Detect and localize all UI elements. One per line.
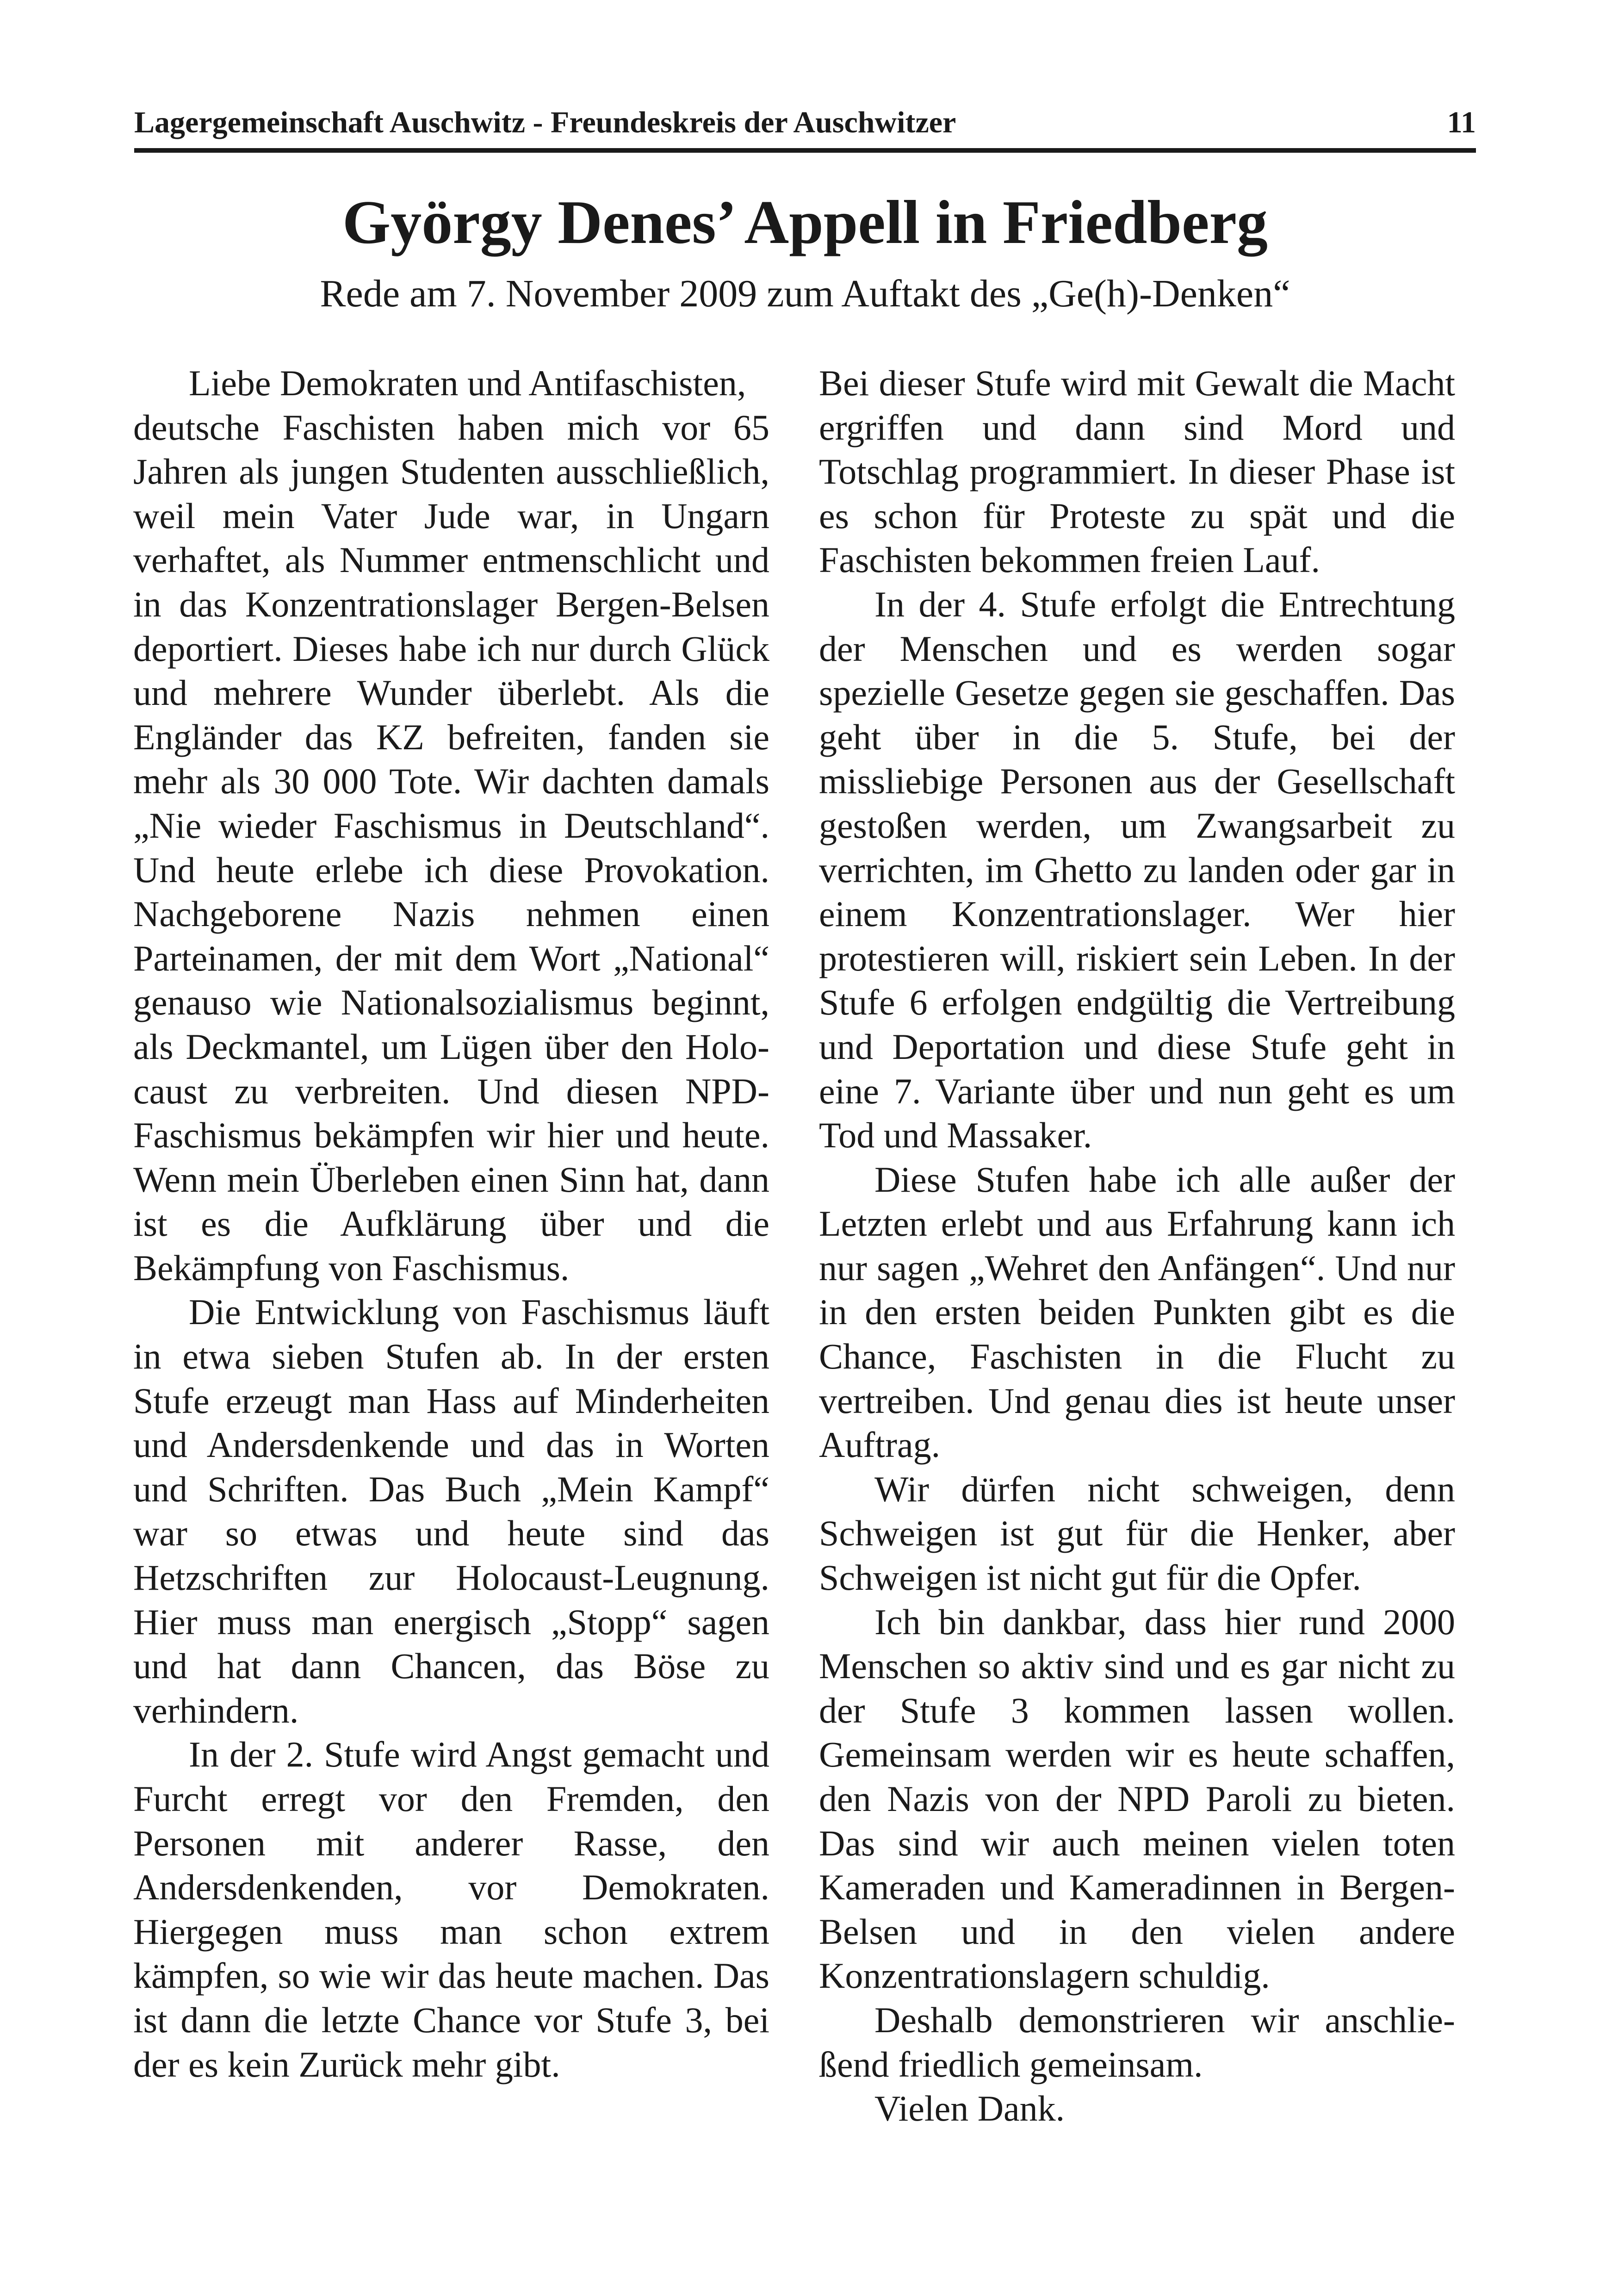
paragraph: Diese Stufen habe ich alle außer der Letzten erlebt und aus Erfahrung kann ich nur sagen „Wehret den Anfängen“. Und nur in den ersten beiden Punkten gibt es die Chance, Faschisten in die Flucht zu vertreiben. Und genau dies ist heute unser Auftrag. xyxy=(819,1159,1455,1465)
paragraph: deutsche Faschisten haben mich vor 65 Jahren als jungen Studenten ausschließlich, weil mein Vater Jude war, in Ungarn verhaftet, als Nummer entmenschlicht und in das Konzentrationslager Bergen-Belsen deportiert. Dieses habe ich nur durch Glück und mehrere Wunder überlebt. Als die Engländer das KZ befreiten, fanden sie mehr als 30 000 Tote. Wir dachten damals „Nie wieder Faschismus in Deutschland“. Und heute erlebe ich diese Provokation. Nachgeborene Nazis nehmen einen Parteinamen, der mit dem Wort „National“ genauso wie Nationalsozialismus beginnt, als Deckmantel, um Lügen über den Holocaust zu verbreiten. Und diesen NPD-Faschismus bekämpfen wir hier und heute. Wenn mein Überleben einen Sinn hat, dann ist es die Aufklärung über und die Bekämpfung von Faschismus. xyxy=(133,407,769,1288)
running-header xyxy=(134,104,1476,141)
article-title: György Denes’ Appell in Friedberg xyxy=(342,188,1268,256)
paragraph: Die Entwicklung von Faschismus läuft in etwa sieben Stufen ab. In der ersten Stufe erzeugt man Hass auf Minderheiten und Andersdenkende und das in Worten und Schriften. Das Buch „Mein Kampf“ war so etwas und heute sind das Hetzschriften zur Holocaust-Leugnung. Hier muss man energisch „Stopp“ sagen und hat dann Chancen, das Böse zu verhindern. xyxy=(133,1292,769,1730)
right-column xyxy=(819,361,1455,2131)
header-rule xyxy=(134,148,1476,153)
paragraph: In der 2. Stufe wird Angst gemacht und Furcht erregt vor den Fremden, den Personen mit anderer Rasse, den Andersdenkenden, vor Demokraten. Hiergegen muss man schon extrem kämpfen, so wie wir das heute machen. Das ist dann die letzte Chance vor Stufe 3, bei der es kein Zurück mehr gibt. xyxy=(133,1734,769,2084)
page-number: 11 xyxy=(1447,106,1476,139)
article-subtitle: Rede am 7. November 2009 zum Auftakt des „Ge(h)-Denken“ xyxy=(320,272,1290,315)
paragraph: Wir dürfen nicht schweigen, denn Schweigen ist gut für die Henker, aber Schweigen ist nicht gut für die Opfer. xyxy=(819,1468,1455,1598)
paragraph: Deshalb demonstrieren wir anschließend friedlich gemeinsam. xyxy=(819,1999,1455,2084)
paragraph: Bei dieser Stufe wird mit Gewalt die Macht ergriffen und dann sind Mord und Totschlag programmiert. In dieser Phase ist es schon für Proteste zu spät und die Faschisten bekommen freien Lauf. xyxy=(819,363,1455,580)
paragraph: Liebe Demokraten und Antifaschisten, xyxy=(189,363,746,403)
paragraph: Vielen Dank. xyxy=(874,2088,1065,2129)
paragraph: In der 4. Stufe erfolgt die Entrechtung der Menschen und es werden sogar spezielle Gesetze gegen sie geschaffen. Das geht über in die 5. Stufe, bei der missliebige Personen aus der Gesellschaft gestoßen werden, um Zwangsarbeit zu verrichten, im Ghetto zu landen oder gar in einem Konzentrationslager. Wer hier protestieren will, riskiert sein Leben. In der Stufe 6 erfolgen endgültig die Vertreibung und Deportation und diese Stufe geht in eine 7. Variante über und nun geht es um Tod und Massaker. xyxy=(819,584,1455,1156)
paragraph: Ich bin dankbar, dass hier rund 2000 Menschen so aktiv sind und es gar nicht zu der Stufe 3 kommen lassen wollen. Gemeinsam werden wir es heute schaffen, den Nazis von der NPD Paroli zu bieten. Das sind wir auch meinen vielen toten Kameraden und Kameradinnen in Bergen-Belsen und in den vielen andere Konzentrationslagern schuldig. xyxy=(819,1601,1455,1996)
left-column xyxy=(133,361,769,2086)
publication-title: Lagergemeinschaft Auschwitz - Freundeskreis der Auschwitzer xyxy=(134,106,956,139)
